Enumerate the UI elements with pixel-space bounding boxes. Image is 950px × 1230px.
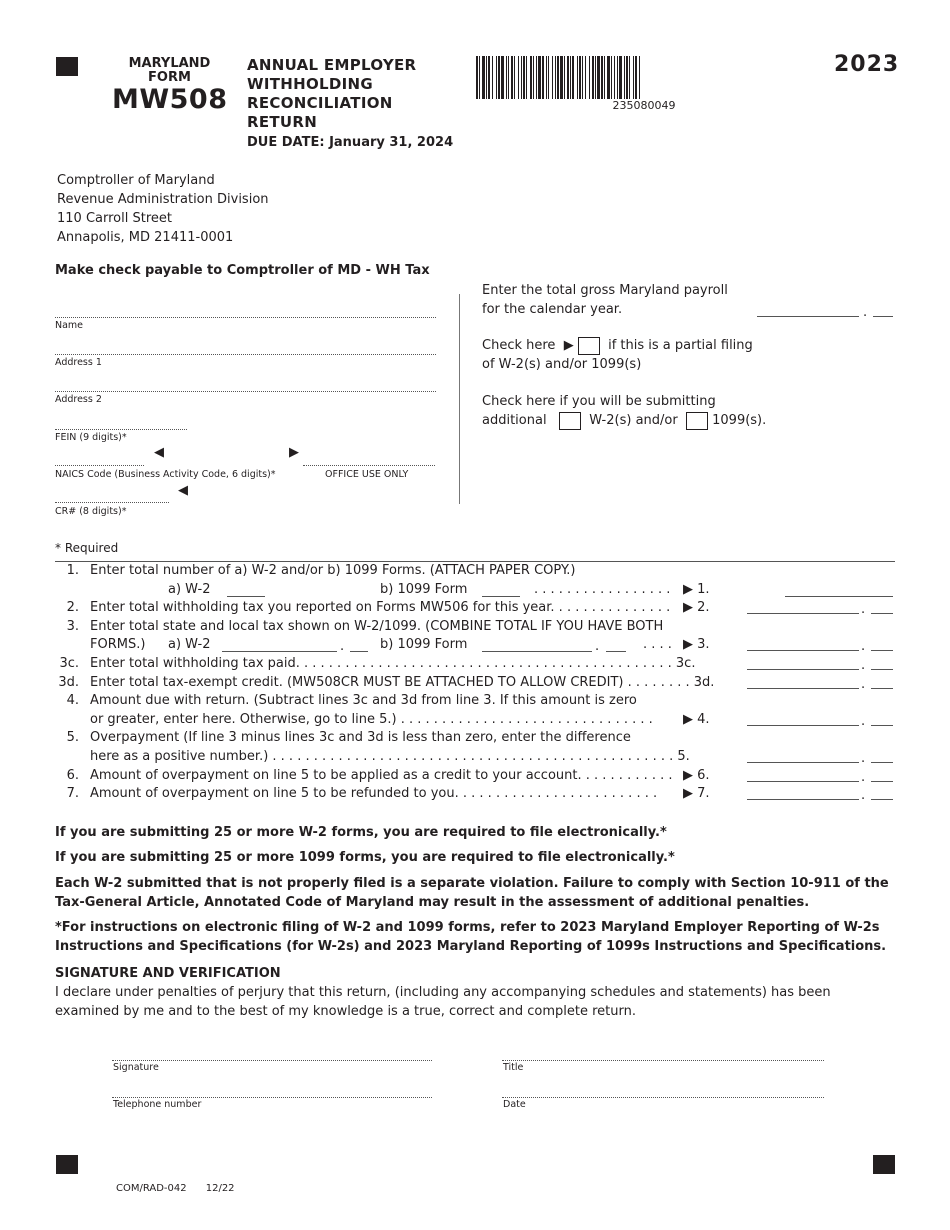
line-number: 7. [66, 786, 79, 802]
form-title [247, 56, 453, 150]
title-line: RECONCILIATION [247, 94, 393, 112]
line-1-entries [55, 582, 895, 601]
additional-line1: Check here if you will be submitting [482, 394, 716, 409]
line-text: Overpayment (If line 3 minus lines 3c and 3d is less than zero, enter the difference [90, 730, 631, 746]
address-line: Comptroller of Maryland [57, 173, 215, 188]
additional-w2-checkbox[interactable] [559, 412, 581, 430]
line-7-cents-field[interactable] [871, 799, 893, 800]
payroll-line: Enter the total gross Maryland payroll [482, 283, 728, 298]
line-3c-amount-field[interactable] [747, 669, 859, 670]
form-code: COM/RAD-042 [116, 1183, 187, 1194]
line-ref: ▶ 7. [683, 786, 710, 802]
arrow-left-icon: ◀ [178, 483, 188, 498]
column-divider [459, 294, 460, 504]
line-text: here as a positive number.) . . . . . . . . . . . . . . . . . . . . . . . . . . . . . . . . . . . . . . . . . . . . . . . . . 5. [90, 748, 690, 764]
date-label: Date [503, 1099, 526, 1110]
notice-w2-electronic: If you are submitting 25 or more W-2 forms, you are required to file electronically.* [55, 825, 667, 840]
registration-mark-bottom-right [873, 1155, 895, 1174]
form-label: FORM [148, 70, 191, 85]
office-use-label: OFFICE USE ONLY [325, 469, 409, 480]
notice-1099-electronic: If you are submitting 25 or more 1099 forms, you are required to file electronically.* [55, 850, 675, 865]
line-4-cont: or greater, enter here. Otherwise, go to line 5.) . . . . . . . . . . . . . . . . . . . . . . . . . . . . . . . ▶ 4. . [55, 712, 895, 731]
naics-field[interactable] [55, 465, 144, 466]
leader-dots: . . . . [643, 637, 672, 653]
tax-year: 2023 [834, 52, 900, 77]
line-4-amount-field[interactable] [747, 725, 859, 726]
line-text: Amount of overpayment on line 5 to be refunded to you. . . . . . . . . . . . . . . . . . . . . . . . . [90, 786, 658, 802]
line-3d: 3d. Enter total tax-exempt credit. (MW508CR MUST BE ATTACHED TO ALLOW CREDIT) . . . . . . . . 3d. . [55, 675, 895, 694]
signature-label: Signature [113, 1062, 159, 1073]
w2-label: a) W-2 [168, 581, 211, 597]
name-label: Name [55, 320, 84, 331]
line-text: Enter total tax-exempt credit. (MW508CR MUST BE ATTACHED TO ALLOW CREDIT) . . . . . . . . 3d. [90, 674, 715, 690]
line-1-amount-field[interactable] [785, 596, 893, 597]
decimal-point: . [863, 305, 868, 320]
line-ref: ▶ 2. [683, 600, 710, 616]
barcode [476, 56, 812, 112]
line-text: Enter total withholding tax you reported on Forms MW506 for this year. . . . . . . . . . . . . . . [90, 600, 671, 616]
payroll-instruction [482, 281, 728, 319]
line-6: 6. Amount of overpayment on line 5 to be applied as a credit to your account. . . . . . . . . . . . ▶ 6. . [55, 768, 895, 787]
form1099-label: b) 1099 Form [380, 637, 468, 653]
line-number: 5. [66, 730, 79, 746]
line-7: 7. Amount of overpayment on line 5 to be refunded to you. . . . . . . . . . . . . . . . . . . . . . . . . ▶ 7. . [55, 786, 895, 805]
signature-heading: SIGNATURE AND VERIFICATION [55, 966, 281, 981]
line-ref: ▶ 4. [683, 711, 710, 727]
computation-lines [55, 563, 895, 805]
cr-label: CR# (8 digits)* [55, 506, 127, 517]
cr-field[interactable] [55, 502, 169, 503]
line-number: 2. [66, 600, 79, 616]
title-field[interactable] [502, 1060, 824, 1061]
payable-note: Make check payable to Comptroller of MD - WH Tax [55, 263, 430, 278]
line-text: Enter total number of a) W-2 and/or b) 1099 Forms. (ATTACH PAPER COPY.) [90, 563, 576, 578]
line-2: 2. Enter total withholding tax you reported on Forms MW506 for this year. . . . . . . . . . . . . . . ▶ 2. . [55, 600, 895, 619]
additional-1099-checkbox[interactable] [686, 412, 708, 430]
form-footer [116, 1183, 235, 1194]
line-3b-amount-field[interactable] [482, 651, 592, 652]
title-line: ANNUAL EMPLOYER [247, 56, 417, 74]
line-text: FORMS.) [90, 637, 146, 653]
due-date: DUE DATE: January 31, 2024 [247, 135, 454, 150]
line-ref: ▶ 6. [683, 767, 710, 783]
line-3-amount-field[interactable] [747, 650, 859, 651]
title-label: Title [503, 1062, 524, 1073]
additional-suffix: 1099(s). [712, 413, 767, 428]
title-line: WITHHOLDING [247, 75, 373, 93]
address2-label: Address 2 [55, 394, 102, 405]
line-text: Enter total state and local tax shown on W-2/1099. (COMBINE TOTAL IF YOU HAVE BOTH [90, 618, 664, 634]
declaration-text: I declare under penalties of perjury that this return, (including any accompanying schedules and statements) has been examined by me and to the best of my knowledge is a true, correct and complete return. [55, 985, 831, 1019]
decimal-point: . [595, 639, 600, 655]
payroll-line: for the calendar year. [482, 302, 623, 317]
title-line: RETURN [247, 113, 318, 131]
leader-dots: . . . . . . . . . . . . . . . . . [534, 581, 671, 597]
line-5-cents-field[interactable] [871, 762, 893, 763]
signature-section [55, 964, 895, 1021]
line-number: 4. [66, 693, 79, 709]
fein-label: FEIN (9 digits)* [55, 432, 127, 443]
w2-label: a) W-2 [168, 637, 211, 653]
line-number: 1. [66, 563, 79, 578]
line-text: Amount due with return. (Subtract lines 3c and 3d from line 3. If this amount is zero [90, 693, 637, 709]
barcode-number: 235080049 [612, 99, 676, 112]
line-3a-cents-field[interactable] [350, 651, 368, 652]
form1099-count-field[interactable] [482, 596, 520, 597]
form-id-block [112, 57, 227, 115]
additional-mid: W-2(s) and/or [589, 413, 678, 428]
date-field[interactable] [502, 1097, 824, 1098]
line-5-amount-field[interactable] [747, 762, 859, 763]
payroll-cents-field[interactable] [873, 316, 893, 317]
address-line: 110 Carroll Street [57, 211, 172, 226]
line-number: 3d. [58, 674, 79, 690]
naics-label: NAICS Code (Business Activity Code, 6 digits)* [55, 469, 276, 480]
barcode-bars [476, 56, 812, 99]
line-number: 3c. [59, 655, 79, 671]
line-3b-cents-field[interactable] [606, 651, 626, 652]
line-4-cents-field[interactable] [871, 725, 893, 726]
arrow-left-icon: ◀ [154, 445, 164, 460]
w2-count-field[interactable] [227, 596, 265, 597]
line-ref: ▶ 1. [683, 581, 710, 597]
partial-prefix: Check here [482, 338, 556, 353]
line-3a-amount-field[interactable] [222, 651, 337, 652]
partial-filing-row [482, 336, 753, 374]
line-ref: ▶ 3. [683, 637, 710, 653]
notice-instructions: *For instructions on electronic filing of W-2 and 1099 forms, refer to 2023 Maryland Employer Reporting of W-2s Instructions and Specifications (for W-2s) and 2023 Maryland Reporting of 1099s Instructions and Specifications. [55, 920, 887, 954]
comptroller-address [57, 171, 269, 247]
registration-mark-top-left [56, 57, 78, 76]
arrow-right-icon: ▶ [289, 445, 299, 460]
line-1 [55, 563, 895, 582]
line-3-cents-field[interactable] [871, 650, 893, 651]
partial-line2: of W-2(s) and/or 1099(s) [482, 357, 642, 372]
fein-field[interactable] [55, 429, 187, 430]
address-line: Annapolis, MD 21411-0001 [57, 230, 234, 245]
office-use-field [303, 465, 435, 466]
line-7-amount-field[interactable] [747, 799, 859, 800]
barcode-bar [640, 56, 643, 99]
line-3-entries: FORMS.) a) W-2 . b) 1099 Form . . . . . ▶ 3. . [55, 637, 895, 656]
line-2-amount-field[interactable] [747, 613, 859, 614]
decimal-point: . [340, 639, 345, 655]
notice-penalties: Each W-2 submitted that is not properly filed is a separate violation. Failure to comply with Section 10-911 of the Tax-General Article, Annotated Code of Maryland may result in the assessment of additional penalties. [55, 876, 889, 910]
line-number: 3. [66, 618, 79, 634]
address-line: Revenue Administration Division [57, 192, 269, 207]
line-text: Amount of overpayment on line 5 to be applied as a credit to your account. . . . . . . . . . . . [90, 767, 673, 783]
line-6-cents-field[interactable] [871, 781, 893, 782]
required-note: * Required [55, 541, 119, 555]
section-rule [55, 561, 895, 562]
line-6-amount-field[interactable] [747, 781, 859, 782]
address1-label: Address 1 [55, 357, 102, 368]
arrow-right-icon: ▶ [559, 338, 574, 353]
line-number: 6. [66, 767, 79, 783]
address1-field[interactable] [55, 354, 436, 355]
line-3 [55, 619, 895, 638]
form-revision: 12/22 [205, 1183, 235, 1194]
registration-mark-bottom-left [56, 1155, 78, 1174]
state-label: MARYLAND [128, 56, 211, 71]
payroll-amount-field[interactable] [757, 316, 859, 317]
line-text: or greater, enter here. Otherwise, go to line 5.) . . . . . . . . . . . . . . . . . . . . . . . . . . . . . . . [90, 711, 653, 727]
partial-filing-checkbox[interactable] [578, 337, 600, 355]
line-2-cents-field[interactable] [871, 613, 893, 614]
additional-filing-row [482, 392, 766, 430]
line-3d-cents-field[interactable] [871, 688, 893, 689]
line-text: Enter total withholding tax paid. . . . . . . . . . . . . . . . . . . . . . . . . . . . . . . . . . . . . . . . . . . . . . 3c. [90, 655, 696, 671]
line-5-cont: here as a positive number.) . . . . . . . . . . . . . . . . . . . . . . . . . . . . . . . . . . . . . . . . . . . . . . . . . 5. . [55, 749, 895, 768]
address2-field[interactable] [55, 391, 436, 392]
partial-suffix: if this is a partial filing [608, 338, 753, 353]
name-field[interactable] [55, 317, 436, 318]
line-3d-amount-field[interactable] [747, 688, 859, 689]
additional-prefix: additional [482, 413, 547, 428]
line-3c: 3c. Enter total withholding tax paid. . . . . . . . . . . . . . . . . . . . . . . . . . . . . . . . . . . . . . . . . . . . . . 3c. . [55, 656, 895, 675]
signature-field[interactable] [112, 1060, 432, 1061]
line-5 [55, 730, 895, 749]
line-4 [55, 693, 895, 712]
form-number: MW508 [112, 84, 228, 115]
form1099-label: b) 1099 Form [380, 581, 468, 597]
line-3c-cents-field[interactable] [871, 669, 893, 670]
telephone-label: Telephone number [113, 1099, 202, 1110]
telephone-field[interactable] [112, 1097, 432, 1098]
